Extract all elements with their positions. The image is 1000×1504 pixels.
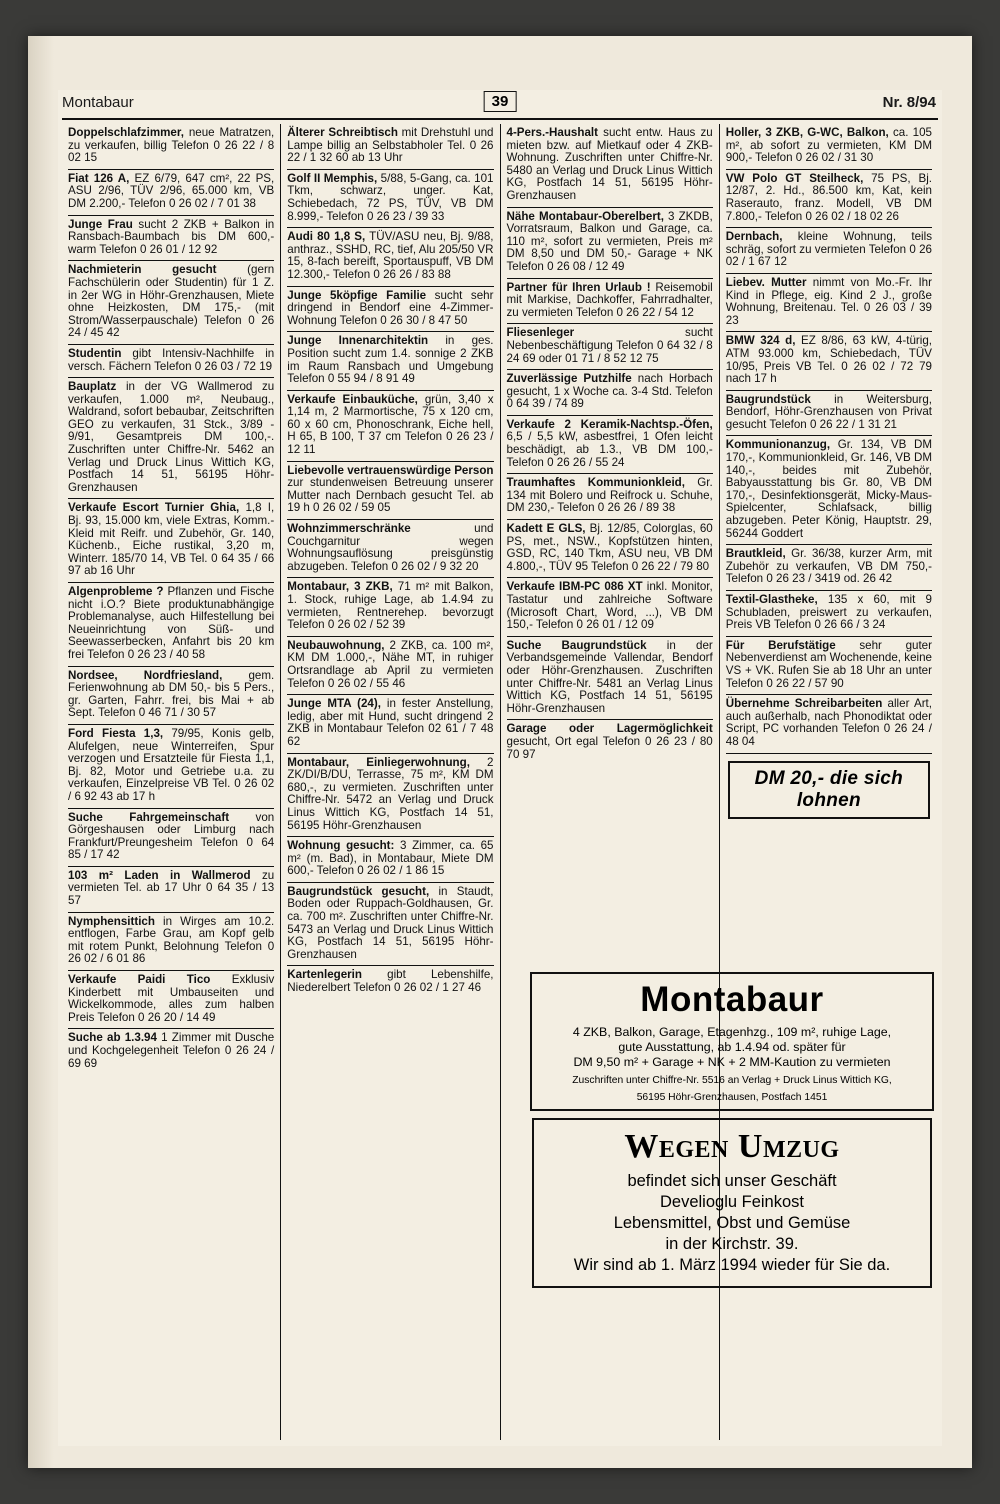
ad-title: Wohnung gesucht: [287, 839, 395, 853]
ad-title: 103 m² Laden in Wallmerod [68, 868, 251, 882]
classified-ad [68, 913, 274, 971]
column-1 [62, 124, 280, 1440]
umzug-ad-business-name: Develioglu Feinkost [660, 1192, 804, 1211]
classified-ad [507, 578, 713, 636]
ad-title: 4-Pers.-Haushalt [506, 126, 598, 139]
ad-title: Baugrundstück gesucht, [287, 884, 430, 898]
ad-body: neue Matratzen, zu verkaufen, billig Telefon 0 26 22 / 8 02 15 [68, 126, 275, 165]
ad-title: Neubauwohnung, [287, 638, 385, 652]
classified-ad [287, 332, 493, 390]
ad-body: Pflanzen und Fische nicht i.O.? Biete produktunabhängige Problemanalyse, auch Hilfestellung bei Neueinrichtung von Süß- und Seewasserbecken, Anfahrt bis 20 km frei Telefon 0 26 23 / 40 58 [68, 585, 275, 661]
classified-ad [287, 391, 493, 462]
ad-title: Audi 80 1,8 S, [287, 230, 366, 244]
classified-ad [287, 837, 493, 883]
classified-ad [68, 971, 274, 1029]
classified-ad [507, 520, 713, 578]
ad-title: Studentin [68, 346, 122, 360]
ad-title: Montabaur, 3 ZKB, [287, 580, 393, 594]
ad-body: und Couchgarnitur wegen Wohnungsauflösung preisgünstig abzugeben. Telefon 0 26 02 / 9 32 20 [287, 522, 494, 573]
classified-ad [507, 324, 713, 370]
classified-ad [287, 287, 493, 333]
ad-body: in Staudt, Boden oder Ruppach-Goldhausen, Gr. ca. 700 m². Zuschriften unter Chiffre-Nr. 5473 an Verlag und Druck Linus Wittich KG, Postfach 14 51, 56195 Höhr-Grenzhausen [287, 884, 494, 961]
ad-title: Für Berufstätige [725, 638, 836, 652]
ad-title: Verkaufe IBM-PC 086 XT [506, 580, 643, 594]
montabaur-ad-chiffre-1: Zuschriften unter Chiffre-Nr. 5516 an Verlag + Druck Linus Wittich KG, [572, 1075, 892, 1086]
ad-title: Suche ab 1.3.94 [68, 1031, 157, 1045]
newspaper-page [28, 36, 972, 1468]
ad-body: sehr guter Nebenverdienst am Wochenende, keine VS + VK. Rufen Sie ab 18 Uhr an unter Telefon 0 26 22 / 57 90 [725, 638, 932, 690]
ad-title: Zuverlässige Putzhilfe [506, 372, 632, 386]
ad-body: sucht entw. Haus zu mieten bzw. auf Mietkauf oder 4 ZKB-Wohnung. Zuschriften unter Chiffre-Nr. 5480 an Verlag und Druck Linus Wittich KG, Postfach 14 51, 56195 Höhr-Grenzhausen [506, 126, 713, 202]
montabaur-ad-line-3: DM 9,50 m² + Garage + NK + 2 MM-Kaution zu vermieten [573, 1055, 891, 1069]
ad-body: Gr. 36/38, kurzer Arm, mit Zubehör zu verkaufen, VB DM 750,- Telefon 0 26 23 / 3419 od. 26 42 [725, 547, 932, 586]
ad-body: in der Verbandsgemeinde Vallendar, Bendorf oder Höhr-Grenzhausen. Zuschriften unter Chiffre-Nr. 5481 an Verlag Linus Wittich KG, Postfach 14 51, 56195 Höhr-Grenzhausen [506, 638, 713, 715]
classified-ad [68, 170, 274, 216]
ad-title: Doppelschlafzimmer, [68, 126, 184, 139]
ad-title: Traumhaftes Kommunionkleid, [506, 476, 685, 490]
ad-body: EZ 6/79, 647 cm², 22 PS, ASU 2/96, TÜV 2/96, 65.000 km, VB DM 2.200,- Telefon 0 26 02 / 7 01 38 [68, 171, 275, 210]
classified-ad [68, 583, 274, 667]
classified-ad [507, 637, 713, 721]
ad-title: Verkaufe Einbauküche, [287, 392, 418, 406]
ad-body: gem. Ferienwohnung ab DM 50,- bis 5 Pers., gr. Garten, Fahrr. frei, bis Mai + ab Sept. Telefon 0 46 71 / 30 57 [68, 668, 275, 720]
umzug-display-ad [532, 1118, 932, 1288]
ad-title: Golf II Memphis, [287, 171, 378, 185]
classified-ad [287, 170, 493, 228]
ad-body: 3 ZKDB, Vorratsraum, Balkon und Garage, ca. 110 m², sofort zu vermieten, Preis m² DM 8,50 und DM 50,- Garage + NK Telefon 0 26 08 / 12 49 [506, 209, 713, 273]
ad-title: Kommunionanzug, [725, 438, 831, 452]
classified-ad [726, 391, 932, 437]
ad-title: Suche Baugrundstück [506, 638, 647, 652]
classified-ad [507, 370, 713, 416]
ad-title: Übernehme Schreibarbeiten [725, 697, 883, 711]
classified-ad [287, 754, 493, 838]
ad-title: Algenprobleme ? [68, 585, 164, 598]
ad-body: gesucht, Ort egal Telefon 0 26 23 / 80 70 97 [506, 734, 713, 761]
umzug-ad-line-3: Lebensmittel, Obst und Gemüse [613, 1213, 851, 1232]
classified-ad [726, 228, 932, 274]
classified-ad [68, 725, 274, 809]
ad-title: Baugrundstück [725, 392, 811, 406]
umzug-ad-title: Wegen Umzug [624, 1127, 840, 1165]
ad-title: Garage oder Lagermöglichkeit [506, 722, 713, 736]
ad-body: mit Drehstuhl und Lampe billig an Selbstabholer Tel. 0 26 22 / 1 32 60 ab 13 Uhr [287, 126, 494, 165]
ad-title: Älterer Schreibtisch [287, 126, 398, 139]
ad-title: Junge 5köpfige Familie [287, 288, 427, 302]
ad-title: Montabaur, Einliegerwohnung, [287, 755, 470, 769]
classified-ad [726, 436, 932, 545]
umzug-ad-line-1: befindet sich unser Geschäft [627, 1171, 837, 1190]
ad-body: in Wirges am 10.2. entflogen, Farbe Grau, am Kopf gelb mit rotem Punkt, Belohnung Telefon 0 26 02 / 6 01 86 [68, 914, 275, 966]
ad-title: Holler, 3 ZKB, G-WC, Balkon, [725, 126, 889, 139]
ad-title: Kartenlegerin [287, 968, 362, 982]
ad-title: Wohnzimmerschränke [287, 522, 411, 536]
display-ads-area [530, 966, 934, 1288]
classified-ad [726, 170, 932, 228]
ad-body: sucht 2 ZKB + Balkon in Ransbach-Baumbach bis DM 600,- warm Telefon 0 26 01 / 12 92 [68, 217, 275, 256]
classified-ad [726, 124, 932, 170]
classified-ad [68, 378, 274, 499]
classified-ad [507, 208, 713, 279]
montabaur-ad-chiffre-2: 56195 Höhr-Grenzhausen, Postfach 1451 [636, 1092, 828, 1104]
classified-ad [68, 345, 274, 378]
ad-title: Textil-Glastheke, [725, 593, 818, 606]
ad-body: 2 ZK/DI/B/DU, Terrasse, 75 m², KM DM 680,-, zu vermieten. Zuschriften unter Chiffre-Nr. 5472 an Verlag und Druck Linus Wittich KG, Postfach 14 51, 56195 Höhr-Grenzhausen [287, 755, 494, 832]
classified-ad [287, 966, 493, 998]
classified-ad [287, 520, 493, 578]
classified-ad [68, 809, 274, 867]
ad-body: sucht Nebenbeschäftigung Telefon 0 64 32 / 8 24 69 oder 01 71 / 8 52 12 75 [506, 326, 713, 365]
classified-ad [287, 462, 493, 520]
umzug-ad-reopen: Wir sind ab 1. März 1994 wieder für Sie da. [573, 1255, 891, 1274]
ad-body: 79/95, Konis gelb, Alufelgen, neue Winterreifen, Spur verzogen und Ersatzteile für Fiesta 1,1, Bj. 82, Motor und Getriebe u.a. zu verkaufen, Einzelpreise VB Tel. 0 26 02 / 6 92 43 ab 17 h [68, 726, 275, 803]
ad-body: inkl. Monitor, Tastatur und zahlreiche Software (Microsoft Chart, Word, ...), VB DM 150,- Telefon 0 26 01 / 12 09 [506, 580, 713, 632]
page-number: 39 [484, 91, 517, 112]
ad-body: in Weitersburg, Bendorf, Höhr-Grenzhausen von Privat gesucht Telefon 0 26 22 / 1 31 21 [725, 392, 932, 431]
ad-title: Kadett E GLS, [506, 522, 586, 536]
classified-ad [507, 416, 713, 474]
ad-body: Exklusiv Kinderbett mit Umbauseiten und Wickelkommode, alles zum halben Preis Telefon 0 26 20 / 14 49 [68, 973, 275, 1024]
ad-title: VW Polo GT Steilheck, [725, 171, 864, 185]
ad-body: 135 x 60, mit 9 Schubladen, preiswert zu verkaufen, Preis VB Telefon 0 26 66 / 3 24 [725, 593, 932, 632]
classified-ad [68, 1029, 274, 1074]
ad-title: Brautkleid, [725, 547, 786, 561]
ad-body: Gr. 134, VB DM 170,-, Kommunionkleid, Gr. 146, VB DM 140,-, beides mit Zubehör, Babyausstattung bis Gr. 80, VB DM 170,-, Desinfektionsgerät, Micky-Maus-Spielcenter, Schlafsack, billig abzugeben. Peter König, Hauptstr. 29, 56244 Goddert [725, 438, 932, 540]
ad-body: 2 ZKB, ca. 100 m², KM DM 1.000,-, Nähe MT, in ruhiger Ortsrandlage ab April zu vermieten Telefon 0 26 02 / 55 46 [287, 638, 494, 690]
classified-ad [726, 695, 932, 753]
classified-ad [68, 499, 274, 583]
ad-body: sucht sehr dringend in Bendorf eine 4-Zimmer-Wohnung Telefon 0 26 30 / 8 47 50 [287, 288, 494, 327]
ad-title: Verkaufe 2 Keramik-Nachtsp.-Öfen, [506, 417, 713, 431]
ad-title: Junge Frau [68, 217, 133, 231]
ad-body: gibt Lebenshilfe, Niederelbert Telefon 0 26 02 / 1 27 46 [287, 968, 494, 995]
ad-body: grün, 3,40 x 1,14 m, 2 Marmortische, 75 x 120 cm, 60 x 60 cm, Phonoschrank, Eiche hell, H 65, B 100, T 37 cm Telefon 0 26 23 / 12 11 [287, 392, 494, 457]
column-2 [280, 124, 499, 1440]
montabaur-ad-line-1: 4 ZKB, Balkon, Garage, Etagenhzg., 109 m², ruhige Lage, [572, 1025, 892, 1039]
ad-body: in fester Anstellung, ledig, aber mit Hund, sucht dringend 2 ZKB in Montabaur Telefon 02 61 / 7 48 62 [287, 697, 494, 748]
classified-ad [68, 867, 274, 913]
montabaur-display-ad [530, 972, 934, 1111]
ad-title: Nachmieterin gesucht [68, 263, 217, 277]
classified-ad [287, 124, 493, 170]
classified-ad [507, 720, 713, 765]
classified-ad [726, 591, 932, 637]
ad-title: Liebevolle vertrauenswürdige Person [287, 463, 494, 477]
ad-body: TÜV/ASU neu, Bj. 9/88, anthraz., SSHD, RC, tief, Alu 205/50 VR 15, 8-fach bereift, Sportauspuff, VB DM 12.300,- Telefon 0 26 26 / 83 88 [287, 230, 494, 281]
classified-ad [68, 216, 274, 262]
dm20-banner: DM 20,- die sich lohnen [728, 761, 930, 819]
classified-ad [287, 228, 493, 286]
montabaur-ad-title: Montabaur [640, 980, 824, 1019]
ad-body: (gern Fachschülerin oder Studentin) für 1 Z. in 2er WG in Höhr-Grenzhausen, Miete ohne Heizkosten, DM 175,- (mit Strom/Wasserpauschale) Telefon 0 26 24 / 45 42 [68, 263, 275, 340]
ad-body: in der VG Wallmerod zu verkaufen, 1.000 m², Neubaug., Waldrand, sofort bebaubar, Zeitschriften GEO zu verkaufen, 31 Stck., 3/89 - 9/91, Gesamtpreis DM 100,-. Zuschriften unter Chiffre-Nr. 5462 an Verlag und Druck Linus Wittich KG, Postfach 14 51, 56195 Höhr-Grenzhausen [68, 380, 275, 494]
classified-ad [507, 474, 713, 520]
ad-body: gibt Intensiv-Nachhilfe in versch. Fächern Telefon 0 26 03 / 72 19 [68, 346, 275, 373]
classified-ad [287, 695, 493, 753]
ad-body: ca. 105 m², ab sofort zu vermieten, KM DM 900,- Telefon 0 26 02 / 31 30 [725, 126, 932, 165]
classified-ad [68, 124, 274, 170]
classified-ad [726, 637, 932, 695]
ad-title: BMW 324 d, [725, 334, 796, 348]
ad-body: Reisemobil mit Markise, Dachkoffer, Fahrradhalter, zu vermieten Telefon 0 26 22 / 54 12 [506, 280, 713, 319]
header-region: Montabaur [62, 94, 134, 111]
ad-body: nach Horbach gesucht, 1 x Woche ca. 3-4 Std. Telefon 0 64 39 / 74 89 [506, 372, 713, 411]
ad-title: Fliesenleger [506, 326, 575, 340]
ad-body: 5/88, 5-Gang, ca. 101 Tkm, schwarz, unger. Kat, Schiebedach, 72 PS, TÜV, VB DM 8.999,- Telefon 0 26 23 / 39 33 [287, 171, 494, 223]
ad-body: Bj. 12/85, Colorglas, 60 PS, met., NSW., Kopfstützen hinten, GSD, RC, 140 Tkm, ASU neu, VB DM 4.800,-, TÜV 95 Telefon 0 26 22 / 79 80 [506, 522, 713, 573]
ad-body: zur stundenweisen Betreuung unserer Mutter nach Dernbach gesucht Tel. ab 19 h 0 26 02 / 59 05 [287, 476, 494, 515]
ad-body: 1 Zimmer mit Dusche und Kochgelegenheit Telefon 0 26 24 / 69 69 [68, 1031, 275, 1070]
ad-body: EZ 8/86, 63 kW, 4-türig, ATM 93.000 km, Schiebedach, TÜV 10/95, Preis VB Tel. 0 26 02 / 72 79 nach 17 h [725, 334, 932, 386]
classified-ad [68, 261, 274, 345]
ad-title: Partner für Ihren Urlaub ! [506, 280, 651, 294]
montabaur-ad-line-2: gute Ausstattung, ab 1.4.94 od. später für [618, 1040, 846, 1054]
ad-body: 6,5 / 5,5 kW, asbestfrei, 1 Ofen leicht beschädigt, ab 1.3., VB DM 100,- Telefon 0 26 26 / 55 24 [506, 430, 713, 469]
ad-title: Bauplatz [68, 380, 117, 394]
ad-body: kleine Wohnung, teils schräg, sofort zu vermieten Telefon 0 26 02 / 1 67 12 [725, 230, 932, 269]
ad-title: Verkaufe Paidi Tico [68, 973, 211, 987]
ad-title: Verkaufe Escort Turnier Ghia, [68, 501, 240, 515]
page-header [58, 90, 942, 124]
issue-number: Nr. 8/94 [882, 94, 936, 111]
classified-ad [68, 667, 274, 725]
ad-title: Fiat 126 A, [68, 171, 130, 185]
ad-title: Nähe Montabaur-Oberelbert, [506, 209, 664, 223]
ad-body: in ges. Position sucht zum 1.4. sonnige 2 ZKB im Raum Ransbach und Umgebung Telefon 0 55 94 / 8 91 49 [287, 334, 494, 386]
classified-ad [726, 545, 932, 591]
ad-body: aller Art, auch außerhalb, nach Phonodiktat oder Script, PC vorhanden Telefon 0 26 24 / 48 04 [725, 697, 932, 748]
ad-title: Nymphensittich [68, 914, 155, 928]
classified-ad [287, 637, 493, 695]
classified-ad [726, 332, 932, 390]
ad-body: 1,8 I, Bj. 93, 15.000 km, viele Extras, Komm.-Kleid mit Reifr. und Zubehör, Gr. 140, Küchenb., Eiche rustikal, 3,20 m, Winterr. 185/70 14, VB Tel. 0 64 35 / 66 97 ab 16 Uhr [68, 501, 275, 578]
ad-body: Gr. 134 mit Bolero und Reifrock u. Schuhe, DM 230,- Telefon 0 26 26 / 89 38 [506, 476, 713, 515]
ad-title: Junge Innenarchitektin [287, 334, 429, 348]
ad-body: von Görgeshausen oder Limburg nach Frankfurt/Preungesheim Telefon 0 64 85 / 17 42 [68, 810, 275, 862]
ad-title: Suche Fahrgemeinschaft [68, 810, 230, 824]
ad-title: Liebev. Mutter [725, 275, 807, 289]
ad-body: nimmt von Mo.-Fr. Ihr Kind in Pflege, eig. Kind 2 J., große Wohnung, Breitenau. Tel. 0 26 03 / 39 23 [725, 275, 932, 327]
ad-body: zu vermieten Tel. ab 17 Uhr 0 64 35 / 13 57 [68, 868, 275, 908]
classified-ad [507, 124, 713, 208]
page-sheet [58, 90, 942, 1446]
ad-body: 75 PS, Bj. 12/87, 2. Hd., 86.500 km, Kat, kein Raserauto, franz. Modell, VB DM 7.800,- Telefon 0 26 02 / 18 02 26 [725, 171, 932, 223]
classified-ad [287, 883, 493, 967]
ad-title: Junge MTA (24), [287, 697, 381, 711]
ad-title: Dernbach, [725, 230, 783, 244]
header-divider [62, 118, 938, 120]
classified-ad [507, 279, 713, 325]
ad-body: 3 Zimmer, ca. 65 m² (m. Bad), in Montabaur, Miete DM 600,- Telefon 0 26 02 / 1 86 15 [287, 839, 494, 878]
ad-title: Nordsee, Nordfriesland, [68, 668, 223, 682]
umzug-ad-address: in der Kirchstr. 39. [665, 1234, 799, 1253]
classified-ad [287, 578, 493, 636]
ad-body: 71 m² mit Balkon, 1. Stock, ruhige Lage, ab 1.4.94 zu vermieten, Rentnerehep. bevorzugt Telefon 0 26 02 / 52 39 [287, 580, 494, 632]
ad-title: Ford Fiesta 1,3, [68, 726, 164, 740]
classified-ad [726, 274, 932, 332]
